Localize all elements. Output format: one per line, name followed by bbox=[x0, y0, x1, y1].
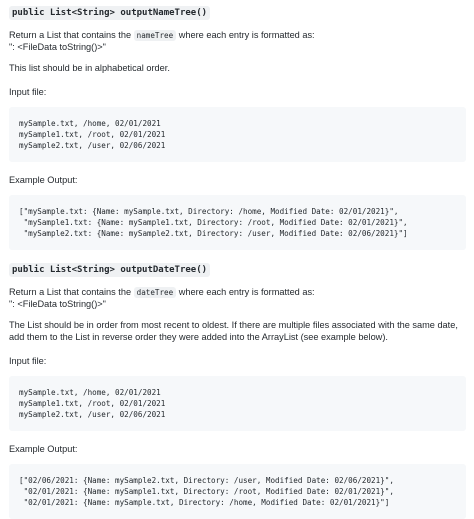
input-file-label: Input file: bbox=[9, 356, 47, 366]
code-line: "02/01/2021: {Name: mySample1.txt, Directory: /root, Modified Date: 02/01/2021}", bbox=[19, 487, 394, 496]
example-output-label: Example Output: bbox=[9, 444, 78, 454]
input-file-label: Input file: bbox=[9, 87, 47, 97]
order-note: This list should be in alphabetical order. bbox=[9, 63, 170, 73]
method-description bbox=[9, 286, 466, 298]
code-line: mySample2.txt, /user, 02/06/2021 bbox=[19, 141, 166, 150]
code-line: mySample2.txt, /user, 02/06/2021 bbox=[19, 410, 166, 419]
section-output-name-tree bbox=[9, 6, 466, 250]
description-prefix: Return a List that contains the bbox=[9, 30, 132, 40]
code-line: mySample1.txt, /root, 02/01/2021 bbox=[19, 399, 166, 408]
example-output-code-block bbox=[9, 195, 466, 250]
code-line: ["mySample.txt: {Name: mySample.txt, Directory: /home, Modified Date: 02/01/2021}", bbox=[19, 207, 399, 216]
input-file-code-block bbox=[9, 107, 466, 162]
method-heading: public List<String> outputNameTree() bbox=[9, 6, 210, 20]
example-output-code-block bbox=[9, 464, 466, 519]
format-line: ": <FileData toString()>" bbox=[9, 42, 106, 52]
section-output-date-tree bbox=[9, 263, 466, 519]
description-prefix: Return a List that contains the bbox=[9, 287, 132, 297]
code-line: "mySample2.txt: {Name: mySample2.txt, Directory: /user, Modified Date: 02/06/2021}"] bbox=[19, 229, 408, 238]
inline-code-date-tree: dateTree bbox=[134, 287, 177, 298]
method-description bbox=[9, 29, 466, 41]
code-line: "02/01/2021: {Name: mySample.txt, Directory: /home, Modified Date: 02/01/2021}"] bbox=[19, 498, 390, 507]
example-output-label: Example Output: bbox=[9, 175, 78, 185]
description-suffix: where each entry is formatted as: bbox=[178, 287, 315, 297]
order-note: The List should be in order from most recent to oldest. If there are multiple files associated with the same date, add them to the List in reverse order they were added into the ArrayList (see example below). bbox=[9, 320, 458, 342]
inline-code-name-tree: nameTree bbox=[134, 30, 177, 41]
format-line: ": <FileData toString()>" bbox=[9, 299, 106, 309]
code-line: ["02/06/2021: {Name: mySample2.txt, Directory: /user, Modified Date: 02/06/2021}", bbox=[19, 476, 394, 485]
code-line: mySample1.txt, /root, 02/01/2021 bbox=[19, 130, 166, 139]
input-file-code-block bbox=[9, 376, 466, 431]
code-line: "mySample1.txt: {Name: mySample1.txt, Directory: /root, Modified Date: 02/01/2021}", bbox=[19, 218, 408, 227]
method-heading: public List<String> outputDateTree() bbox=[9, 263, 210, 277]
code-line: mySample.txt, /home, 02/01/2021 bbox=[19, 119, 161, 128]
description-suffix: where each entry is formatted as: bbox=[178, 30, 315, 40]
code-line: mySample.txt, /home, 02/01/2021 bbox=[19, 388, 161, 397]
